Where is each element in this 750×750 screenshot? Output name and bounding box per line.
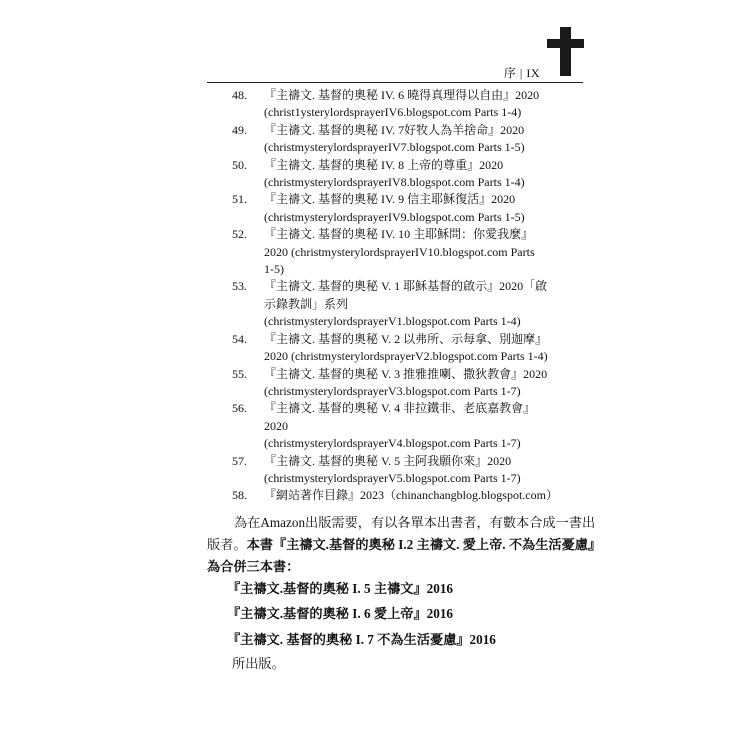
list-item-line: (christmysterylordsprayerIV7.blogspot.com Parts 1-5) [264, 140, 525, 155]
list-item-line: 『主禱文. 基督的奧秘 V. 4 非拉鐵非、老底嘉教會』 [264, 401, 536, 416]
book-title: 『主禱文.基督的奧秘 I. 6 愛上帝』2016 [227, 606, 454, 621]
list-item-number: 53. [232, 279, 247, 294]
list-item-line: (christmysterylordsprayerIV8.blogspot.com Parts 1-4) [264, 175, 525, 190]
list-item-line: 『主禱文. 基督的奧秘 V. 2 以弗所、示每拿、別迦摩』 [264, 331, 548, 346]
list-item-line: 2020 (christmysterylordsprayerIV10.blogspot.com Parts [264, 244, 535, 259]
list-item-line: 『主禱文. 基督的奧秘 IV. 6 曉得真理得以自由』2020 [264, 88, 540, 102]
list-item-line: 1-5) [264, 262, 284, 277]
list-item-number: 57. [232, 453, 247, 468]
list-item [232, 366, 592, 401]
list-item-number: 51. [232, 192, 247, 207]
list-item-line: 『主禱文. 基督的奧秘 IV. 9 信主耶穌復活』2020 [264, 192, 516, 207]
note-paragraph [207, 512, 597, 578]
list-item-line: (christmysterylordsprayerIV9.blogspot.com Parts 1-5) [264, 209, 525, 224]
list-item [232, 453, 592, 488]
list-item-line: 『主禱文. 基督的奧秘 IV. 10 主耶穌問：你愛我麼』 [264, 227, 534, 242]
list-item [232, 400, 592, 452]
list-item-line: (christmysterylordsprayerV1.blogspot.com Parts 1-4) [264, 314, 521, 329]
list-item-line: 2020 (christmysterylordsprayerV2.blogspot.com Parts 1-4) [264, 349, 548, 364]
list-item-number: 50. [232, 157, 247, 172]
list-item-line: (christmysterylordsprayerV3.blogspot.com Parts 1-7) [264, 383, 521, 398]
list-item-line: (christ1ysterylordsprayerIV6.blogspot.com Parts 1-4) [264, 105, 522, 120]
list-item-number: 55. [232, 366, 247, 381]
list-item-line: (christmysterylordsprayerV4.blogspot.com Parts 1-7) [264, 436, 521, 451]
list-item-number: 49. [232, 122, 247, 137]
list-item-number: 48. [232, 88, 247, 102]
list-item [232, 122, 592, 157]
list-item-number: 54. [232, 331, 247, 346]
list-item-line: 2020 [264, 418, 288, 433]
list-item-line: 『主禱文. 基督的奧秘 IV. 7好牧人為羊捨命』2020 [264, 122, 525, 137]
list-item [232, 191, 592, 226]
list-item [232, 87, 592, 122]
note-normal-text: 為在Amazon出版需要，有以各單本出書者，有數本合成一書出版者。 [207, 515, 596, 552]
cross-horizontal [547, 39, 584, 48]
running-head: 序 | IX [503, 66, 540, 80]
list-item [232, 487, 592, 504]
header-rule [207, 82, 583, 83]
closing-text: 所出版。 [232, 656, 285, 671]
list-item-line: 『網站著作目錄』2023（chinanchangblog.blogspot.com） [264, 488, 558, 503]
list-item [232, 331, 592, 366]
note-text [207, 512, 597, 578]
list-item-number: 56. [232, 401, 247, 416]
list-item-line: 『主禱文. 基督的奧秘 V. 5 主阿我願你來』2020 [264, 453, 512, 468]
reference-list [232, 87, 592, 505]
list-item-line: 『主禱文. 基督的奧秘 V. 1 耶穌基督的啟示』2020「啟 [264, 279, 548, 294]
list-item-line: (christmysterylordsprayerV5.blogspot.com Parts 1-7) [264, 470, 521, 485]
list-item [232, 278, 592, 330]
cross-icon [0, 0, 750, 90]
list-item [232, 157, 592, 192]
book-title: 『主禱文.基督的奧秘 I. 5 主禱文』2016 [227, 581, 454, 596]
list-item-line: 示錄教訓」系列 [264, 296, 349, 311]
note-bold-text: 本書『主禱文.基督的奧秘 I.2 主禱文. 愛上帝. 不為生活憂慮』為合併三本書： [207, 537, 595, 574]
book-title: 『主禱文. 基督的奧秘 I. 7 不為生活憂慮』2016 [227, 632, 496, 647]
list-item-line: 『主禱文. 基督的奧秘 V. 3 推雅推喇、撒狄教會』2020 [264, 366, 548, 381]
list-item-number: 58. [232, 488, 247, 503]
list-item [232, 226, 592, 278]
list-item-line: 『主禱文. 基督的奧秘 IV. 8 上帝的尊重』2020 [264, 157, 504, 172]
cross-vertical [560, 27, 571, 76]
list-item-number: 52. [232, 227, 247, 242]
